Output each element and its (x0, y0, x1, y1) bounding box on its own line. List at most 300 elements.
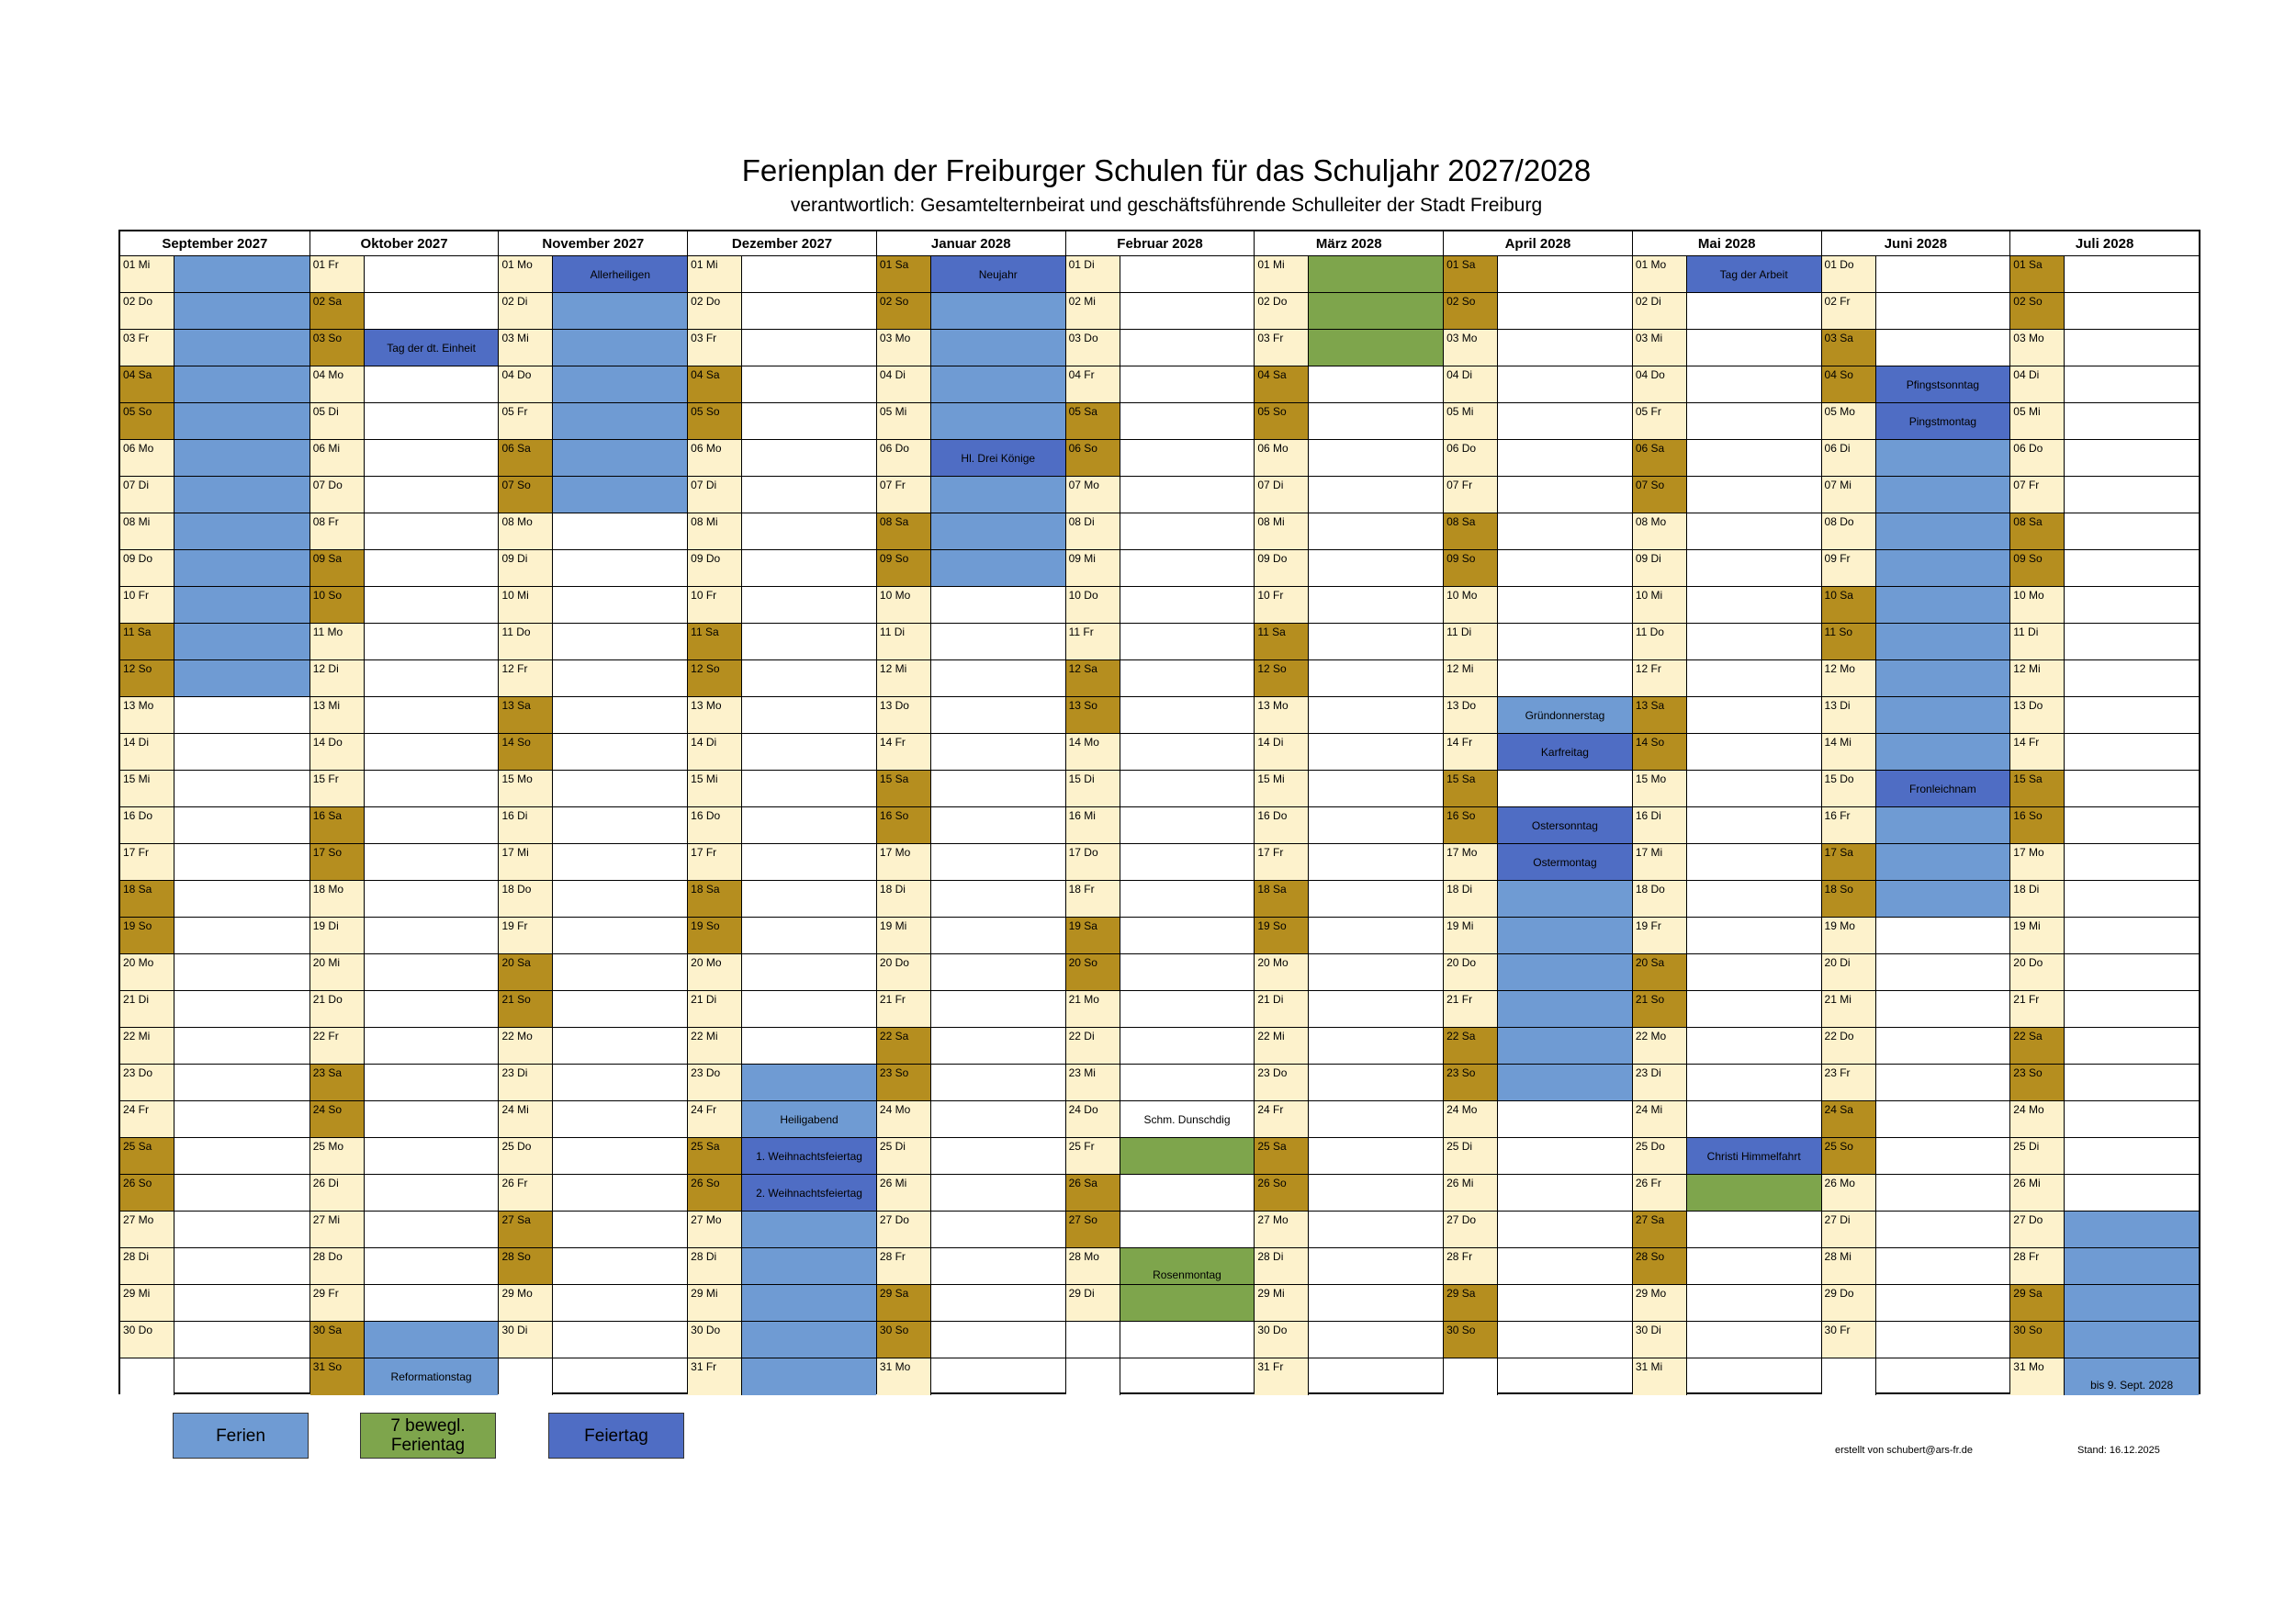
day-event (174, 954, 310, 990)
day-row (1633, 1138, 1821, 1175)
day-row (877, 1285, 1065, 1322)
day-event (1309, 624, 1443, 659)
day-event (931, 1028, 1065, 1064)
day-event: Allerheiligen (553, 256, 687, 292)
day-event (365, 1212, 499, 1247)
day-row (1633, 660, 1821, 697)
day-label: 09 Di (1633, 550, 1687, 586)
day-label: 07 Fr (877, 477, 931, 513)
day-row (1633, 587, 1821, 624)
day-event (174, 1175, 310, 1211)
day-row (1822, 293, 2010, 330)
day-event (1309, 697, 1443, 733)
day-row (1444, 513, 1632, 550)
legend-beweglicher-ferientag (360, 1413, 496, 1459)
day-event: Pfingstsonntag (1876, 366, 2010, 402)
day-event (1309, 1212, 1443, 1247)
day-row (688, 330, 876, 366)
day-event (1498, 1248, 1632, 1284)
day-label: 07 Di (1255, 477, 1309, 513)
day-event (365, 587, 499, 623)
day-event (365, 1322, 499, 1358)
day-row (1633, 403, 1821, 440)
day-row (1822, 1322, 2010, 1358)
day-event (1687, 1248, 1821, 1284)
day-row (2010, 697, 2199, 734)
day-event: bis 9. Sept. 2028 (2065, 1358, 2199, 1395)
day-event (931, 1138, 1065, 1174)
day-event (1687, 734, 1821, 770)
day-row (120, 293, 310, 330)
day-event: 1. Weihnachtsfeiertag (742, 1138, 876, 1174)
day-label: 26 Mi (2010, 1175, 2065, 1211)
day-label: 06 Mo (120, 440, 174, 476)
day-label: 26 So (1255, 1175, 1309, 1211)
day-label: 13 Mo (120, 697, 174, 733)
day-label: 22 Sa (877, 1028, 931, 1064)
day-row (2010, 1212, 2199, 1248)
day-row (1822, 881, 2010, 918)
day-event (1309, 256, 1443, 292)
day-event (174, 734, 310, 770)
day-event (931, 1065, 1065, 1100)
day-label: 14 Di (1255, 734, 1309, 770)
day-event (1498, 1028, 1632, 1064)
day-row (1255, 734, 1443, 771)
day-event (553, 1212, 687, 1247)
day-label: 08 Mo (499, 513, 553, 549)
day-label: 29 Mi (120, 1285, 174, 1321)
day-label: 27 Sa (1633, 1212, 1687, 1247)
day-row (1255, 550, 1443, 587)
day-event (553, 660, 687, 696)
day-label: 22 Sa (2010, 1028, 2065, 1064)
day-event (1687, 697, 1821, 733)
day-event (1498, 1285, 1632, 1321)
day-label: 02 So (877, 293, 931, 329)
day-row (877, 587, 1065, 624)
day-row (310, 771, 499, 807)
day-label: 19 Fr (1633, 918, 1687, 953)
day-row (1066, 807, 1255, 844)
day-event (2065, 440, 2199, 476)
day-event (742, 1212, 876, 1247)
day-event (2065, 697, 2199, 733)
day-label: 28 So (499, 1248, 553, 1284)
day-row (499, 550, 687, 587)
day-row (1255, 954, 1443, 991)
day-event (2065, 477, 2199, 513)
day-event (1687, 918, 1821, 953)
day-row (688, 1138, 876, 1175)
day-row (310, 624, 499, 660)
day-label: 05 Mi (2010, 403, 2065, 439)
day-row (1822, 734, 2010, 771)
day-label: 02 Do (120, 293, 174, 329)
month-column (2009, 231, 2199, 1392)
day-event (1309, 881, 1443, 917)
day-label: 13 Do (877, 697, 931, 733)
day-row (1633, 807, 1821, 844)
day-row (499, 1322, 687, 1358)
day-event (1120, 1285, 1255, 1321)
day-event (931, 1285, 1065, 1321)
day-row (120, 330, 310, 366)
day-event (174, 660, 310, 696)
day-event: 2. Weihnachtsfeiertag (742, 1175, 876, 1211)
day-event (553, 330, 687, 366)
day-row (499, 881, 687, 918)
day-event (742, 918, 876, 953)
day-label: 15 Mo (499, 771, 553, 806)
day-event (742, 1248, 876, 1284)
day-label: 17 Fr (120, 844, 174, 880)
day-label: 26 Fr (1633, 1175, 1687, 1211)
day-row (2010, 918, 2199, 954)
day-event (1120, 1212, 1255, 1247)
day-label: 22 Mi (120, 1028, 174, 1064)
day-label: 22 Do (1822, 1028, 1876, 1064)
footer-author: erstellt von schubert@ars-fr.de (1835, 1445, 1973, 1456)
day-row (688, 1322, 876, 1358)
day-label: 29 Mo (1633, 1285, 1687, 1321)
day-label: 31 Fr (688, 1358, 742, 1395)
day-row (120, 403, 310, 440)
day-row (310, 403, 499, 440)
day-event (931, 513, 1065, 549)
day-row (1066, 1101, 1255, 1138)
month-column (876, 231, 1065, 1392)
day-event (174, 771, 310, 806)
day-event (1498, 991, 1632, 1027)
month-header: Mai 2028 (1633, 231, 1821, 256)
day-row (1822, 330, 2010, 366)
day-label: 15 Mi (688, 771, 742, 806)
day-label: 05 So (120, 403, 174, 439)
day-label: 09 So (877, 550, 931, 586)
day-label: 04 Di (1444, 366, 1498, 402)
day-row (1822, 477, 2010, 513)
day-event (174, 624, 310, 659)
day-row (120, 807, 310, 844)
day-event (174, 1101, 310, 1137)
day-label: 15 Mi (120, 771, 174, 806)
day-event: Hl. Drei Könige (931, 440, 1065, 476)
day-event (1309, 293, 1443, 329)
day-event (1309, 771, 1443, 806)
day-label: 17 Fr (1255, 844, 1309, 880)
day-label: 12 Mi (1444, 660, 1498, 696)
day-event (1309, 1358, 1443, 1395)
day-label: 22 Mi (688, 1028, 742, 1064)
day-row (1822, 771, 2010, 807)
day-event (1120, 1138, 1255, 1174)
day-event (365, 624, 499, 659)
day-label (120, 1358, 174, 1395)
day-row (877, 844, 1065, 881)
day-row (499, 1138, 687, 1175)
day-event (553, 403, 687, 439)
day-label: 26 Di (310, 1175, 365, 1211)
day-label: 03 Mo (2010, 330, 2065, 366)
day-row (1444, 1248, 1632, 1285)
day-row (310, 1028, 499, 1065)
day-row (120, 1101, 310, 1138)
day-label: 08 Do (1822, 513, 1876, 549)
day-event (365, 697, 499, 733)
day-label: 15 Sa (2010, 771, 2065, 806)
month-header: Februar 2028 (1066, 231, 1255, 256)
day-event (365, 807, 499, 843)
day-event (742, 1322, 876, 1358)
day-label: 10 Mo (1444, 587, 1498, 623)
day-event (1687, 403, 1821, 439)
day-row (1633, 734, 1821, 771)
day-row (1255, 881, 1443, 918)
day-event (1309, 1028, 1443, 1064)
day-event (1876, 624, 2010, 659)
month-column (1632, 231, 1821, 1392)
day-row (1255, 1212, 1443, 1248)
day-label: 01 Sa (877, 256, 931, 292)
day-event (365, 366, 499, 402)
day-event (2065, 1212, 2199, 1247)
day-label: 23 So (2010, 1065, 2065, 1100)
day-event (1120, 587, 1255, 623)
day-label: 30 Do (1255, 1322, 1309, 1358)
day-label: 14 Di (688, 734, 742, 770)
day-event (1309, 587, 1443, 623)
day-event (1498, 1212, 1632, 1247)
day-label: 05 Di (310, 403, 365, 439)
day-event (931, 734, 1065, 770)
day-event: Christi Himmelfahrt (1687, 1138, 1821, 1174)
day-row (1066, 477, 1255, 513)
day-row (1822, 807, 2010, 844)
day-row (2010, 366, 2199, 403)
day-row (499, 697, 687, 734)
day-row (877, 734, 1065, 771)
day-label: 03 Do (1066, 330, 1120, 366)
day-label: 23 Di (499, 1065, 553, 1100)
day-event (1687, 1212, 1821, 1247)
day-event (1498, 918, 1632, 953)
day-event (931, 697, 1065, 733)
day-row (1255, 844, 1443, 881)
day-event (365, 734, 499, 770)
day-row (499, 587, 687, 624)
day-row (877, 1358, 1065, 1395)
day-row (1066, 660, 1255, 697)
day-event (1309, 1138, 1443, 1174)
day-row (688, 403, 876, 440)
page-title: Ferienplan der Freiburger Schulen für das Schuljahr 2027/2028 (741, 153, 1592, 187)
day-row (1822, 587, 2010, 624)
day-event (742, 954, 876, 990)
day-event (742, 330, 876, 366)
day-label: 29 Mo (499, 1285, 553, 1321)
day-row (1066, 403, 1255, 440)
day-event (1120, 477, 1255, 513)
day-label: 06 Sa (1633, 440, 1687, 476)
day-event: Rosenmontag (1120, 1248, 1255, 1284)
day-event (2065, 256, 2199, 292)
day-row (1822, 954, 2010, 991)
day-label: 23 Mi (1066, 1065, 1120, 1100)
day-label: 16 Do (120, 807, 174, 843)
day-label: 25 Di (1444, 1138, 1498, 1174)
month-header: Juli 2028 (2010, 231, 2199, 256)
day-event (174, 330, 310, 366)
day-event (1309, 330, 1443, 366)
day-row (120, 991, 310, 1028)
day-label: 07 Fr (2010, 477, 2065, 513)
day-row (1633, 513, 1821, 550)
day-event: Ostermontag (1498, 844, 1632, 880)
day-label: 11 Sa (120, 624, 174, 659)
day-label: 26 So (120, 1175, 174, 1211)
day-label: 25 So (1822, 1138, 1876, 1174)
day-event (2065, 991, 2199, 1027)
day-row (877, 1212, 1065, 1248)
day-label: 11 Do (499, 624, 553, 659)
day-event: Gründonnerstag (1498, 697, 1632, 733)
day-row (499, 1028, 687, 1065)
day-label: 28 Fr (1444, 1248, 1498, 1284)
day-label: 15 Sa (877, 771, 931, 806)
day-row (1633, 366, 1821, 403)
day-row (2010, 550, 2199, 587)
day-event: Reformationstag (365, 1358, 499, 1395)
day-row (499, 256, 687, 293)
day-row (688, 587, 876, 624)
day-event (742, 807, 876, 843)
day-row (310, 1065, 499, 1101)
day-event (174, 513, 310, 549)
day-row (120, 1065, 310, 1101)
day-row (1255, 1101, 1443, 1138)
day-event (365, 1285, 499, 1321)
day-row (1255, 1138, 1443, 1175)
day-event (365, 991, 499, 1027)
day-row (2010, 734, 2199, 771)
day-event (742, 991, 876, 1027)
day-event (742, 624, 876, 659)
day-label: 26 Mi (1444, 1175, 1498, 1211)
day-label: 16 So (2010, 807, 2065, 843)
day-label: 19 Sa (1066, 918, 1120, 953)
day-row (499, 440, 687, 477)
day-row (120, 477, 310, 513)
day-row (120, 771, 310, 807)
day-row (877, 477, 1065, 513)
day-label: 01 Di (1066, 256, 1120, 292)
day-event (2065, 587, 2199, 623)
day-event (1876, 844, 2010, 880)
day-event (2065, 1175, 2199, 1211)
day-event (553, 1065, 687, 1100)
day-label: 03 Mi (1633, 330, 1687, 366)
day-row (877, 550, 1065, 587)
day-label: 08 Sa (1444, 513, 1498, 549)
day-event (1687, 660, 1821, 696)
day-row (1822, 440, 2010, 477)
day-row (1444, 734, 1632, 771)
day-event (1120, 440, 1255, 476)
day-event (742, 1358, 876, 1395)
day-row (688, 660, 876, 697)
day-event (365, 256, 499, 292)
day-label: 31 Mi (1633, 1358, 1687, 1395)
day-label: 24 Mo (877, 1101, 931, 1137)
day-row (310, 1248, 499, 1285)
day-label: 15 Do (1822, 771, 1876, 806)
day-row (877, 954, 1065, 991)
day-label: 21 So (499, 991, 553, 1027)
day-event (553, 954, 687, 990)
day-label: 11 Mo (310, 624, 365, 659)
day-event (931, 293, 1065, 329)
day-label: 30 Do (688, 1322, 742, 1358)
day-event (931, 991, 1065, 1027)
day-label: 01 Fr (310, 256, 365, 292)
day-label: 26 Mo (1822, 1175, 1876, 1211)
day-event (2065, 1138, 2199, 1174)
day-event (1120, 624, 1255, 659)
day-label: 09 Fr (1822, 550, 1876, 586)
day-row (499, 991, 687, 1028)
day-label (1822, 1358, 1876, 1395)
day-row (2010, 660, 2199, 697)
day-row (877, 807, 1065, 844)
day-label: 07 Mo (1066, 477, 1120, 513)
day-row (310, 1285, 499, 1322)
month-header: März 2028 (1255, 231, 1443, 256)
day-row (1822, 1212, 2010, 1248)
day-row (1444, 1358, 1632, 1395)
day-label: 15 Fr (310, 771, 365, 806)
day-event (553, 844, 687, 880)
day-row (120, 1322, 310, 1358)
day-row (2010, 256, 2199, 293)
day-row (499, 1065, 687, 1101)
day-event (365, 1138, 499, 1174)
day-event (553, 1175, 687, 1211)
day-event (1876, 293, 2010, 329)
day-event (1876, 807, 2010, 843)
day-label: 21 Fr (2010, 991, 2065, 1027)
day-label: 10 Mi (1633, 587, 1687, 623)
day-row (1255, 1358, 1443, 1395)
day-label: 25 Sa (1255, 1138, 1309, 1174)
day-label: 12 Mi (2010, 660, 2065, 696)
day-event (1687, 587, 1821, 623)
day-event (1309, 844, 1443, 880)
day-label: 14 Do (310, 734, 365, 770)
day-label: 21 Do (310, 991, 365, 1027)
day-row (1633, 440, 1821, 477)
day-row (688, 807, 876, 844)
day-event (1687, 1322, 1821, 1358)
day-event (2065, 1248, 2199, 1284)
day-row (877, 1065, 1065, 1101)
day-event (2065, 624, 2199, 659)
day-event (742, 293, 876, 329)
day-row (1444, 624, 1632, 660)
day-row (499, 366, 687, 403)
day-event (742, 1285, 876, 1321)
day-row (877, 256, 1065, 293)
